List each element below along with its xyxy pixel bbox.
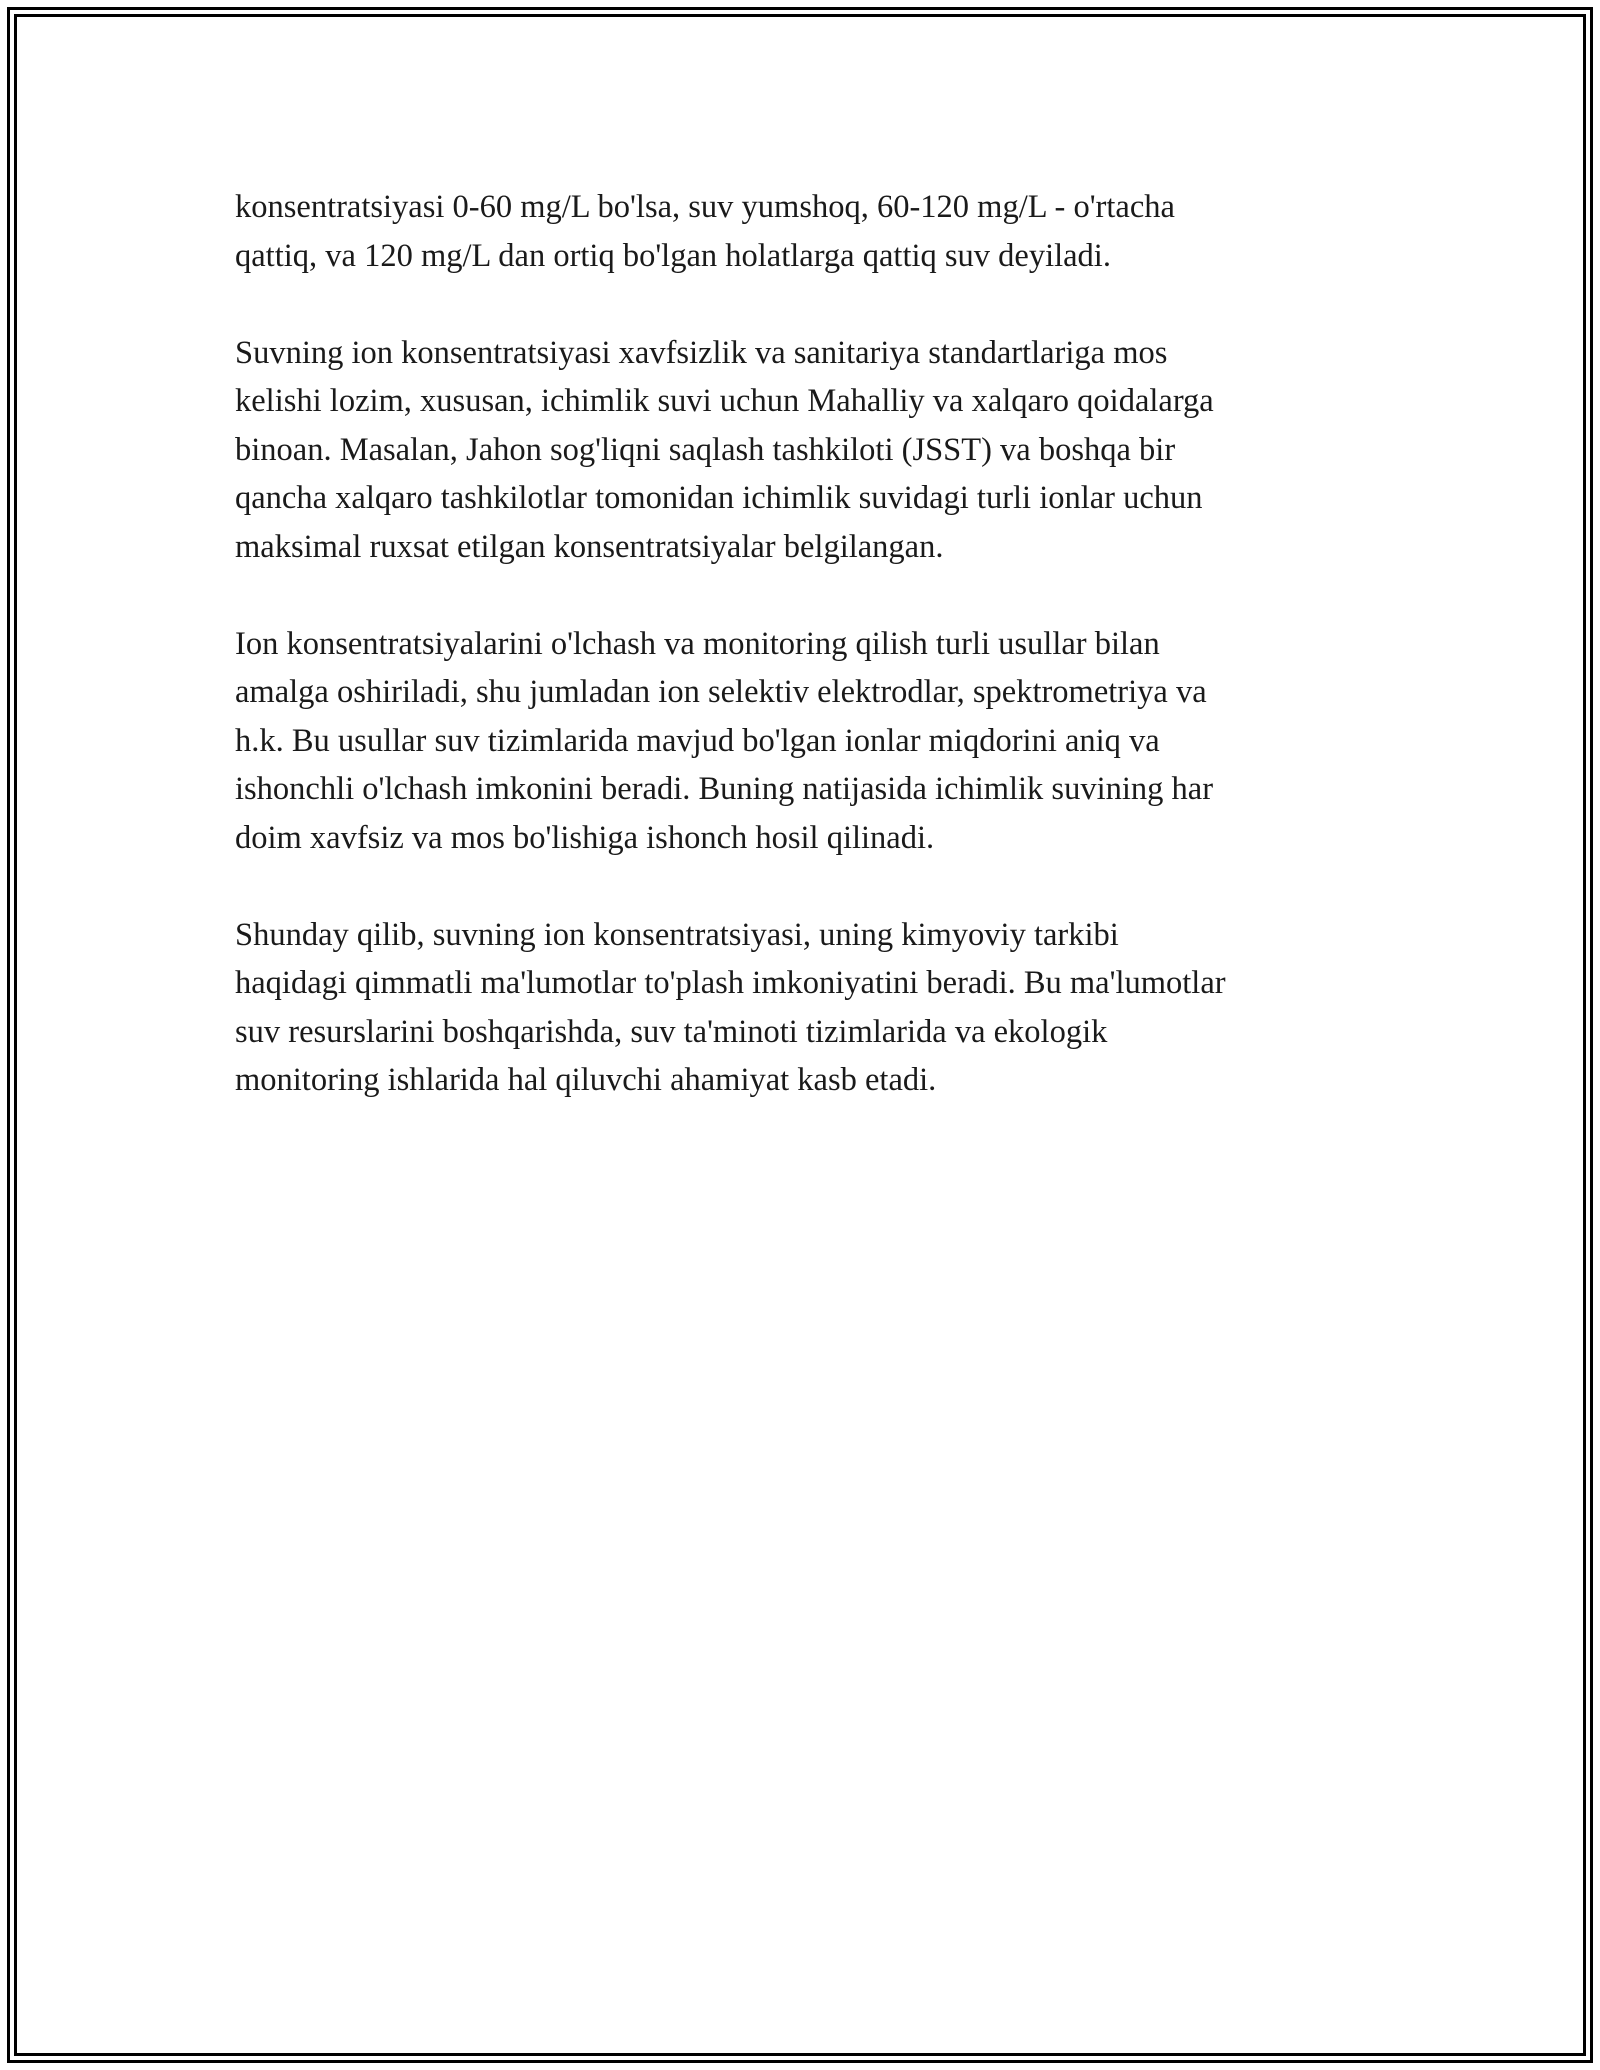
text-line: h.k. Bu usullar suv tizimlarida mavjud bo'lgan ionlar miqdorini aniq va — [235, 722, 1160, 759]
text-line: Suvning ion konsentratsiyasi xavfsizlik va sanitariya standartlariga mos — [235, 334, 1168, 371]
text-line: doim xavfsiz va mos bo'lishiga ishonch hosil qilinadi. — [235, 819, 935, 856]
paragraph-measurement-methods — [235, 620, 1375, 863]
text-line: binoan. Masalan, Jahon sog'liqni saqlash tashkiloti (JSST) va boshqa bir — [235, 431, 1176, 468]
document-body — [235, 183, 1375, 1153]
text-line: monitoring ishlarida hal qiluvchi ahamiyat kasb etadi. — [235, 1062, 937, 1098]
paragraph-conclusion — [235, 911, 1375, 1105]
text-line: suv resurslarini boshqarishda, suv ta'minoti tizimlarida va ekologik — [235, 1013, 1108, 1050]
text-line: amalga oshiriladi, shu jumladan ion selektiv elektrodlar, spektrometriya va — [235, 674, 1207, 710]
text-line: maksimal ruxsat etilgan konsentratsiyalar belgilangan. — [235, 528, 944, 565]
text-line: konsentratsiyasi 0-60 mg/L bo'lsa, suv yumshoq, 60-120 mg/L - o'rtacha — [235, 189, 1175, 225]
text-line: Ion konsentratsiyalarini o'lchash va monitoring qilish turli usullar bilan — [235, 625, 1160, 662]
text-line: kelishi lozim, xususan, ichimlik suvi uchun Mahalliy va xalqaro qoidalarga — [235, 383, 1214, 419]
text-line: qancha xalqaro tashkilotlar tomonidan ichimlik suvidagi turli ionlar uchun — [235, 480, 1203, 516]
text-line: Shunday qilib, suvning ion konsentratsiyasi, uning kimyoviy tarkibi — [235, 916, 1119, 953]
paragraph-safety-standards — [235, 329, 1375, 572]
text-line: ishonchli o'lchash imkonini beradi. Buning natijasida ichimlik suvining har — [235, 771, 1214, 807]
text-line: haqidagi qimmatli ma'lumotlar to'plash imkoniyatini beradi. Bu ma'lumotlar — [235, 965, 1226, 1001]
paragraph-water-hardness — [235, 183, 1375, 280]
text-line: qattiq, va 120 mg/L dan ortiq bo'lgan holatlarga qattiq suv deyiladi. — [235, 237, 1111, 274]
